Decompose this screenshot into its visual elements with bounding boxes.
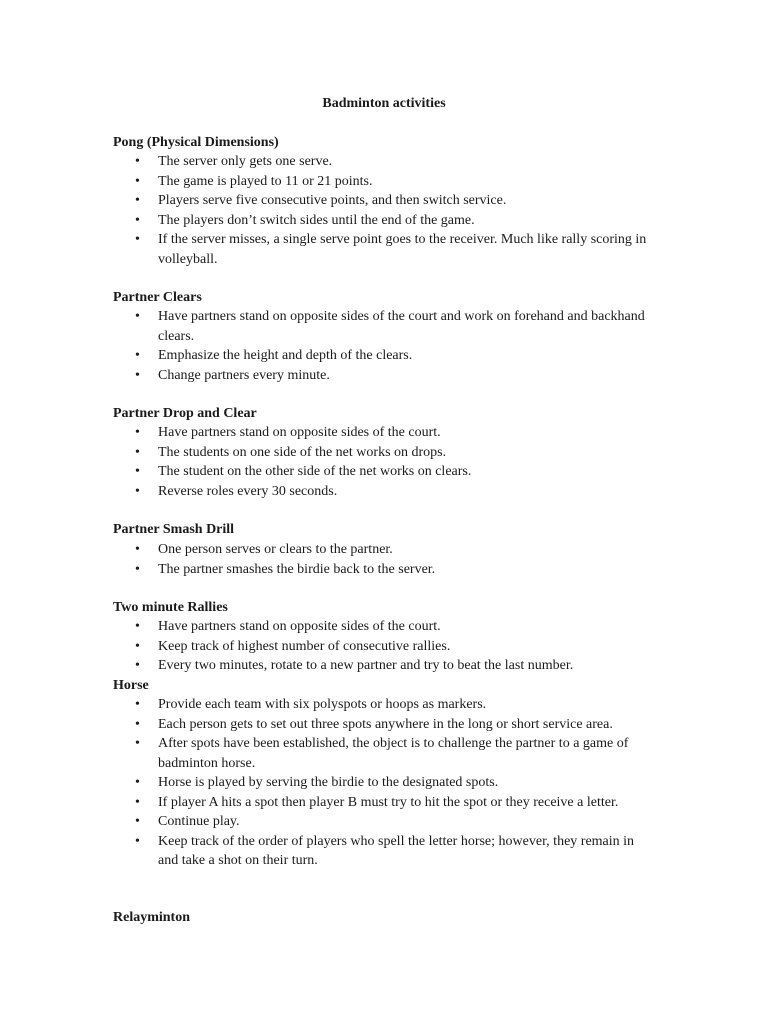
list-item-text: The game is played to 11 or 21 points. [158, 173, 373, 189]
list-item [113, 482, 653, 502]
list-item-text: Keep track of the order of players who spell the letter horse; however, they remain in and take a shot on their turn. [158, 833, 635, 868]
list-item [113, 832, 653, 871]
section-heading-relayminton: Relayminton [113, 910, 190, 925]
list-item-text: Each person gets to set out three spots anywhere in the long or short service area. [158, 716, 613, 732]
bullet-icon: • [135, 425, 140, 440]
list-item [113, 734, 653, 773]
list-item [113, 560, 653, 580]
bullet-list-partner-drop-and-clear [113, 423, 653, 501]
bullet-list-partner-smash-drill [113, 540, 653, 579]
bullet-icon: • [135, 367, 140, 383]
list-item-text: The server only gets one serve. [158, 154, 333, 169]
document-title: Badminton activities [322, 96, 446, 111]
section-heading-partner-smash-drill: Partner Smash Drill [113, 522, 235, 537]
list-item [113, 462, 653, 482]
list-item [113, 172, 653, 192]
list-item-text: The players don’t switch sides until the end of the game. [158, 212, 475, 228]
bullet-icon: • [135, 542, 140, 557]
bullet-icon: • [135, 814, 140, 829]
bullet-icon: • [135, 736, 140, 751]
list-item [113, 695, 653, 715]
list-item [113, 773, 653, 793]
bullet-icon: • [135, 697, 140, 712]
bullet-icon: • [135, 561, 140, 577]
list-item-text: One person serves or clears to the partner. [158, 542, 393, 557]
bullet-list-partner-clears [113, 307, 653, 385]
bullet-icon: • [135, 173, 140, 189]
list-item-text: Change partners every minute. [158, 367, 330, 383]
list-item [113, 211, 653, 231]
bullet-icon: • [135, 232, 140, 247]
list-item-text: Continue play. [158, 814, 240, 829]
list-item [113, 617, 653, 637]
list-item-text: The student on the other side of the net works on clears. [158, 464, 472, 479]
list-item [113, 191, 653, 211]
bullet-icon: • [135, 794, 140, 810]
section-heading-pong: Pong (Physical Dimensions) [113, 135, 279, 150]
section-heading-partner-drop-and-clear: Partner Drop and Clear [113, 406, 257, 421]
bullet-icon: • [135, 716, 140, 732]
bullet-icon: • [135, 464, 140, 479]
bullet-icon: • [135, 658, 140, 673]
list-item-text: Players serve five consecutive points, and then switch service. [158, 193, 507, 208]
bullet-icon: • [135, 775, 140, 790]
bullet-icon: • [135, 212, 140, 228]
list-item-text: The students on one side of the net works on drops. [158, 444, 447, 460]
list-item-text: Every two minutes, rotate to a new partner and try to beat the last number. [158, 658, 574, 673]
bullet-icon: • [135, 348, 140, 363]
list-item [113, 346, 653, 366]
bullet-icon: • [135, 483, 140, 499]
bullet-icon: • [135, 638, 140, 654]
list-item [113, 152, 653, 172]
list-item [113, 793, 653, 813]
list-item [113, 637, 653, 657]
bullet-icon: • [135, 193, 140, 208]
bullet-list-two-minute-rallies [113, 617, 653, 676]
list-item-text: If player A hits a spot then player B must try to hit the spot or they receive a letter. [158, 794, 619, 810]
list-item [113, 812, 653, 832]
list-item [113, 230, 653, 269]
list-item [113, 656, 653, 676]
bullet-list-horse [113, 695, 653, 871]
list-item [113, 443, 653, 463]
bullet-icon: • [135, 154, 140, 169]
list-item-text: Horse is played by serving the birdie to the designated spots. [158, 775, 499, 790]
bullet-icon: • [135, 309, 140, 324]
section-heading-partner-clears: Partner Clears [113, 290, 202, 305]
section-heading-two-minute-rallies: Two minute Rallies [113, 600, 228, 615]
list-item [113, 715, 653, 735]
list-item-text: Have partners stand on opposite sides of the court. [158, 619, 441, 634]
list-item [113, 307, 653, 346]
list-item [113, 540, 653, 560]
list-item-text: Keep track of highest number of consecutive rallies. [158, 638, 451, 654]
list-item-text: Reverse roles every 30 seconds. [158, 483, 338, 499]
bullet-icon: • [135, 444, 140, 460]
list-item-text: Have partners stand on opposite sides of the court and work on forehand and backhand clears. [158, 309, 645, 344]
list-item-text: If the server misses, a single serve point goes to the receiver. Much like rally scoring in volleyball. [158, 232, 647, 267]
list-item-text: Provide each team with six polyspots or hoops as markers. [158, 697, 487, 712]
list-item [113, 423, 653, 443]
bullet-list-pong [113, 152, 653, 269]
list-item-text: Have partners stand on opposite sides of the court. [158, 425, 441, 440]
list-item [113, 366, 653, 386]
list-item-text: Emphasize the height and depth of the clears. [158, 348, 413, 363]
section-heading-horse: Horse [113, 678, 149, 693]
bullet-icon: • [135, 619, 140, 634]
bullet-icon: • [135, 833, 140, 849]
list-item-text: After spots have been established, the object is to challenge the partner to a game of badminton horse. [158, 736, 629, 771]
list-item-text: The partner smashes the birdie back to the server. [158, 561, 436, 577]
